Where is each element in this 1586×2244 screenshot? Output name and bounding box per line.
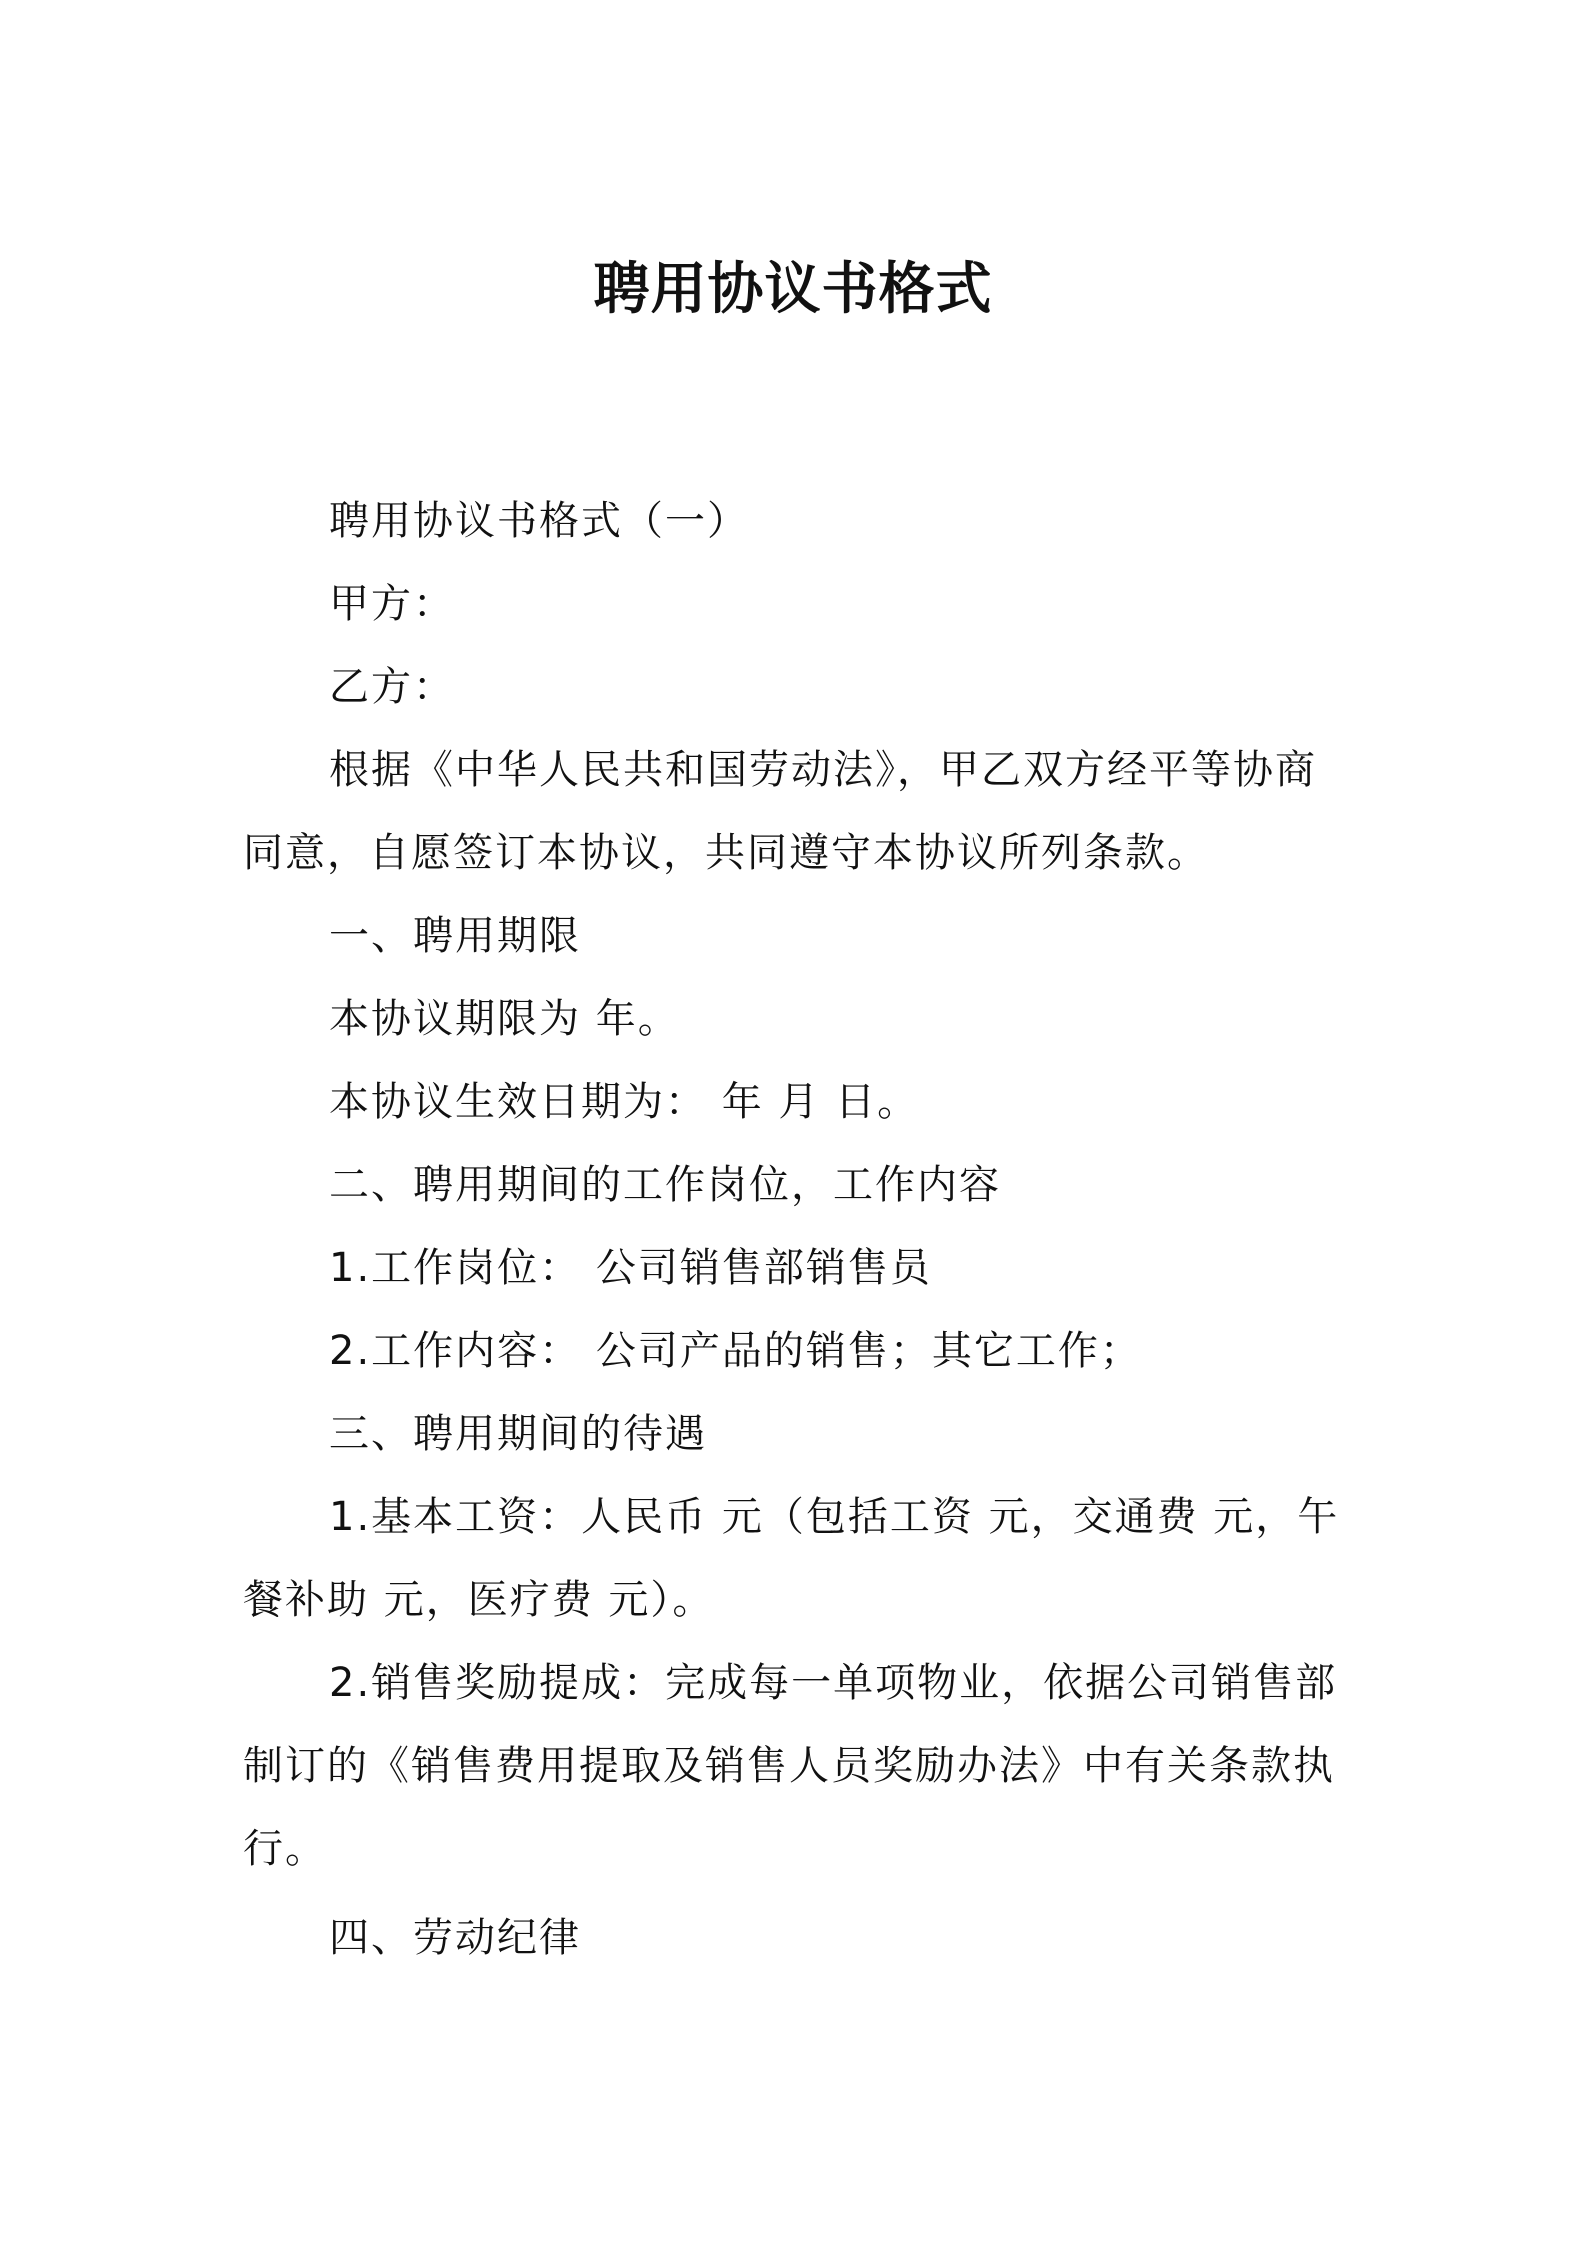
paragraph-job-content: 2.工作内容： 公司产品的销售；其它工作； [329,1328,1142,1374]
paragraph-sales-commission: 2.销售奖励提成：完成每一单项物业，依据公司销售部制订的《销售费用提取及销售人员奖励办法》中有关条款执行。 [243,1660,1338,1872]
document-body [243,480,1353,1980]
paragraph-base-salary: 1.基本工资：人民币 元（包括工资 元，交通费 元，午餐补助 元，医疗费 元）。 [243,1494,1340,1623]
paragraph-subtitle: 聘用协议书格式（一） [329,498,749,544]
paragraph-term-length: 本协议期限为 年。 [329,996,680,1042]
paragraph-party-a: 甲方： [329,581,455,627]
section-heading-discipline: 四、劳动纪律 [329,1915,581,1961]
paragraph-effective-date: 本协议生效日期为： 年 月 日。 [329,1079,920,1125]
document-title: 聘用协议书格式 [593,257,993,322]
paragraph-party-b: 乙方： [329,664,455,710]
section-heading-term: 一、聘用期限 [329,913,581,959]
paragraph-preamble: 根据《中华人民共和国劳动法》，甲乙双方经平等协商同意，自愿签订本协议，共同遵守本协议所列条款。 [243,747,1317,876]
section-heading-benefits: 三、聘用期间的待遇 [329,1411,707,1457]
section-heading-position: 二、聘用期间的工作岗位，工作内容 [329,1162,1001,1208]
paragraph-job-position: 1.工作岗位： 公司销售部销售员 [329,1245,932,1291]
